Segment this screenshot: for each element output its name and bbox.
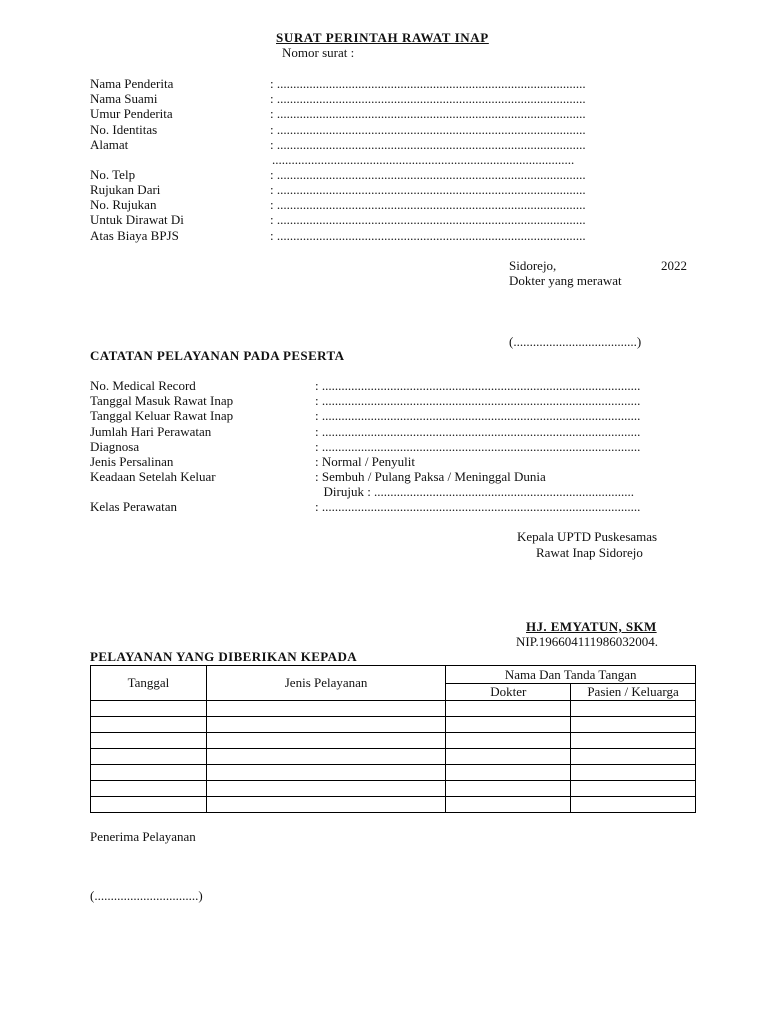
field-label: Kelas Perawatan xyxy=(90,499,177,514)
signature-year: 2022 xyxy=(661,258,687,273)
field-label: No. Identitas xyxy=(90,122,158,137)
field-value[interactable]: : ............................................................................................... xyxy=(270,106,586,121)
table-cell[interactable] xyxy=(91,797,207,813)
table-cell[interactable] xyxy=(571,701,696,717)
field-tanggal-keluar xyxy=(90,408,690,423)
field-label: Alamat xyxy=(90,137,129,152)
field-rujukan-dari xyxy=(90,182,650,197)
field-label: Nama Suami xyxy=(90,91,158,106)
table-cell[interactable] xyxy=(571,765,696,781)
table-cell[interactable] xyxy=(91,781,207,797)
field-label: Tanggal Keluar Rawat Inap xyxy=(90,408,234,423)
field-dirujuk xyxy=(90,484,690,499)
catatan-heading: CATATAN PELAYANAN PADA PESERTA xyxy=(90,348,345,363)
field-value[interactable]: : ............................................................................................... xyxy=(270,137,586,152)
table-cell[interactable] xyxy=(206,701,446,717)
field-value[interactable]: : .................................................................................................. xyxy=(315,393,641,408)
table-cell[interactable] xyxy=(91,701,207,717)
receiver-label: Penerima Pelayanan xyxy=(90,829,196,844)
field-label: Nama Penderita xyxy=(90,76,174,91)
services-heading: PELAYANAN YANG DIBERIKAN KEPADA xyxy=(90,649,358,664)
table-cell[interactable] xyxy=(446,733,571,749)
field-value[interactable]: : ............................................................................................... xyxy=(270,167,586,182)
nomor-surat-label: Nomor surat : xyxy=(282,45,355,60)
table-cell[interactable] xyxy=(571,717,696,733)
table-cell[interactable] xyxy=(91,717,207,733)
field-value[interactable]: : .................................................................................................. xyxy=(315,378,641,393)
field-value[interactable]: : .................................................................................................. xyxy=(315,408,641,423)
head-nip: NIP.196604111986032004. xyxy=(516,634,659,649)
table-cell[interactable] xyxy=(206,781,446,797)
table-cell[interactable] xyxy=(91,765,207,781)
field-umur-penderita xyxy=(90,106,650,121)
field-nama-penderita xyxy=(90,76,650,91)
field-atas-biaya-bpjs xyxy=(90,228,650,243)
field-value[interactable]: : .................................................................................................. xyxy=(315,499,641,514)
table-cell[interactable] xyxy=(446,749,571,765)
field-value[interactable]: : ............................................................................................... xyxy=(270,91,586,106)
field-value[interactable]: : ............................................................................................... xyxy=(270,182,586,197)
table-cell[interactable] xyxy=(206,797,446,813)
field-label: Umur Penderita xyxy=(90,106,173,121)
col-header-tanggal: Tanggal xyxy=(91,666,207,701)
field-value[interactable]: : ............................................................................................... xyxy=(270,197,586,212)
field-jumlah-hari xyxy=(90,424,690,439)
field-label: Jumlah Hari Perawatan xyxy=(90,424,212,439)
head-name: HJ. EMYATUN, SKM xyxy=(526,619,657,634)
field-value[interactable]: Dirujuk : ................................................................................ xyxy=(317,484,635,499)
field-kelas-perawatan xyxy=(90,499,690,514)
field-jenis-persalinan xyxy=(90,454,690,469)
field-alamat-continued xyxy=(90,152,650,167)
table-cell[interactable] xyxy=(446,765,571,781)
field-value[interactable]: : .................................................................................................. xyxy=(315,424,641,439)
table-cell[interactable] xyxy=(446,781,571,797)
field-no-medical-record xyxy=(90,378,690,393)
field-nama-suami xyxy=(90,91,650,106)
table-cell[interactable] xyxy=(206,717,446,733)
field-tanggal-masuk xyxy=(90,393,690,408)
table-row xyxy=(91,797,696,813)
table-cell[interactable] xyxy=(571,733,696,749)
document-title: SURAT PERINTAH RAWAT INAP xyxy=(276,30,489,45)
table-row xyxy=(91,717,696,733)
field-label: Tanggal Masuk Rawat Inap xyxy=(90,393,234,408)
field-label: Diagnosa xyxy=(90,439,140,454)
table-cell[interactable] xyxy=(91,749,207,765)
services-table xyxy=(90,665,696,813)
col-header-pasien-keluarga: Pasien / Keluarga xyxy=(571,684,696,701)
head-title-line2: Rawat Inap Sidorejo xyxy=(536,545,643,560)
table-cell[interactable] xyxy=(206,733,446,749)
table-cell[interactable] xyxy=(571,781,696,797)
signature-place: Sidorejo, xyxy=(509,258,557,273)
field-label: Atas Biaya BPJS xyxy=(90,228,179,243)
doctor-name-placeholder[interactable]: (......................................) xyxy=(509,334,642,349)
receiver-name-placeholder[interactable]: (................................) xyxy=(90,888,203,903)
field-alamat xyxy=(90,137,650,152)
col-header-nama-tanda-tangan: Nama Dan Tanda Tangan xyxy=(446,666,696,684)
table-cell[interactable] xyxy=(206,749,446,765)
field-label: Untuk Dirawat Di xyxy=(90,212,184,227)
field-value[interactable]: : ............................................................................................... xyxy=(270,212,586,227)
field-label: No. Telp xyxy=(90,167,136,182)
table-row xyxy=(91,701,696,717)
field-diagnosa xyxy=(90,439,690,454)
table-cell[interactable] xyxy=(446,701,571,717)
field-value[interactable]: : .................................................................................................. xyxy=(315,439,641,454)
field-value[interactable]: ............................................................................................. xyxy=(272,152,575,167)
table-row xyxy=(91,765,696,781)
field-no-telp xyxy=(90,167,650,182)
table-row xyxy=(91,781,696,797)
field-value[interactable]: : ............................................................................................... xyxy=(270,122,586,137)
table-cell[interactable] xyxy=(446,717,571,733)
field-label: Rujukan Dari xyxy=(90,182,161,197)
table-cell[interactable] xyxy=(91,733,207,749)
signature-role: Dokter yang merawat xyxy=(509,273,622,288)
field-value[interactable]: : Normal / Penyulit xyxy=(315,454,416,469)
field-label: No. Rujukan xyxy=(90,197,157,212)
col-header-jenis-pelayanan: Jenis Pelayanan xyxy=(206,666,446,701)
table-cell[interactable] xyxy=(571,797,696,813)
table-cell[interactable] xyxy=(206,765,446,781)
head-title-line1: Kepala UPTD Puskesamas xyxy=(517,529,658,544)
field-untuk-dirawat-di xyxy=(90,212,650,227)
field-label: Jenis Persalinan xyxy=(90,454,174,469)
field-value[interactable]: : ............................................................................................... xyxy=(270,228,586,243)
field-no-identitas xyxy=(90,122,650,137)
col-header-dokter: Dokter xyxy=(446,684,571,701)
table-row xyxy=(91,749,696,765)
field-label: No. Medical Record xyxy=(90,378,196,393)
field-value[interactable]: : ............................................................................................... xyxy=(270,76,586,91)
table-cell[interactable] xyxy=(571,749,696,765)
field-label: Keadaan Setelah Keluar xyxy=(90,469,216,484)
field-no-rujukan xyxy=(90,197,650,212)
table-cell[interactable] xyxy=(446,797,571,813)
field-keadaan-setelah-keluar xyxy=(90,469,690,484)
field-value[interactable]: : Sembuh / Pulang Paksa / Meninggal Dunia xyxy=(315,469,546,484)
table-row xyxy=(91,733,696,749)
